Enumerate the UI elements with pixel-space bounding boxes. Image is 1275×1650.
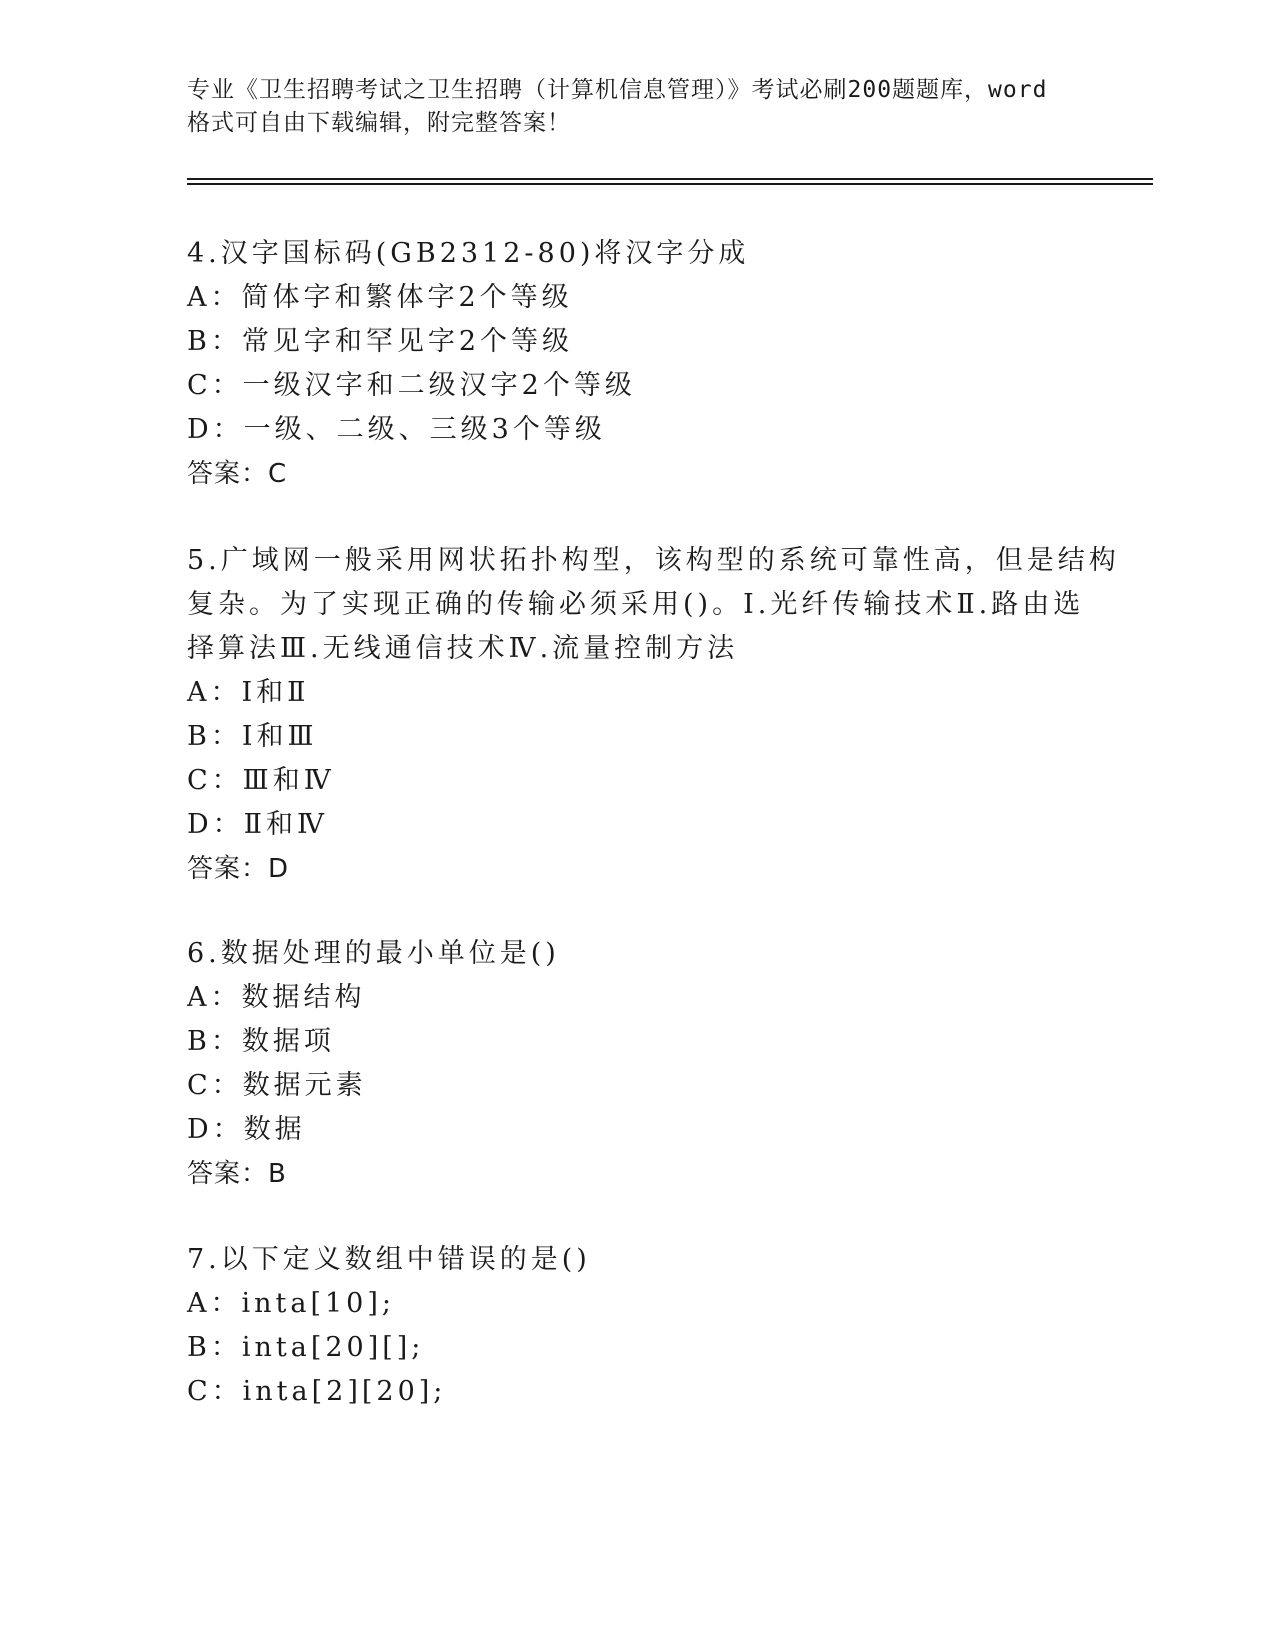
question-5-stem-line-1: 5.广域网一般采用网状拓扑构型，该构型的系统可靠性高，但是结构 xyxy=(187,545,1120,576)
header-divider-bottom xyxy=(187,183,1153,185)
question-7-option-b: B：inta[20][]; xyxy=(187,1332,425,1363)
question-6-answer: 答案：B xyxy=(187,1159,287,1189)
question-7-option-c: C：inta[2][20]; xyxy=(187,1376,447,1407)
question-5-option-b: B：Ⅰ和Ⅲ xyxy=(187,721,318,752)
question-5-option-c: C：Ⅲ和Ⅳ xyxy=(187,765,335,796)
question-7-option-a: A：inta[10]; xyxy=(187,1288,395,1319)
question-6-option-c: C：数据元素 xyxy=(187,1070,367,1101)
question-5-answer: 答案：D xyxy=(187,854,290,884)
header-divider-top xyxy=(187,178,1153,180)
question-4-stem-line-1: 4.汉字国标码(GB2312-80)将汉字分成 xyxy=(187,238,750,269)
question-5-stem-line-2: 复杂。为了实现正确的传输必须采用()。Ⅰ.光纤传输技术Ⅱ.路由选 xyxy=(187,589,1085,620)
question-6-option-d: D：数据 xyxy=(187,1114,306,1145)
question-4-option-b: B：常见字和罕见字2个等级 xyxy=(187,326,574,357)
question-7-stem-line-1: 7.以下定义数组中错误的是() xyxy=(187,1244,591,1275)
question-5-option-a: A：Ⅰ和Ⅱ xyxy=(187,677,310,708)
question-4-option-d: D：一级、二级、三级3个等级 xyxy=(187,414,606,445)
question-4-answer: 答案：C xyxy=(187,459,288,489)
question-6-option-a: A：数据结构 xyxy=(187,982,366,1013)
question-4-option-a: A：简体字和繁体字2个等级 xyxy=(187,282,573,313)
document-header xyxy=(187,74,1097,140)
question-6-option-b: B：数据项 xyxy=(187,1026,335,1057)
header-line-1: 专业《卫生招聘考试之卫生招聘（计算机信息管理）》考试必刷200题题库，word xyxy=(187,77,1048,103)
question-4-option-c: C：一级汉字和二级汉字2个等级 xyxy=(187,370,636,401)
question-5-stem-line-3: 择算法Ⅲ.无线通信技术Ⅳ.流量控制方法 xyxy=(187,633,739,664)
header-line-2: 格式可自由下载编辑，附完整答案！ xyxy=(187,110,571,136)
question-5-option-d: D：Ⅱ和Ⅳ xyxy=(187,809,328,840)
question-6-stem-line-1: 6.数据处理的最小单位是() xyxy=(187,938,560,969)
